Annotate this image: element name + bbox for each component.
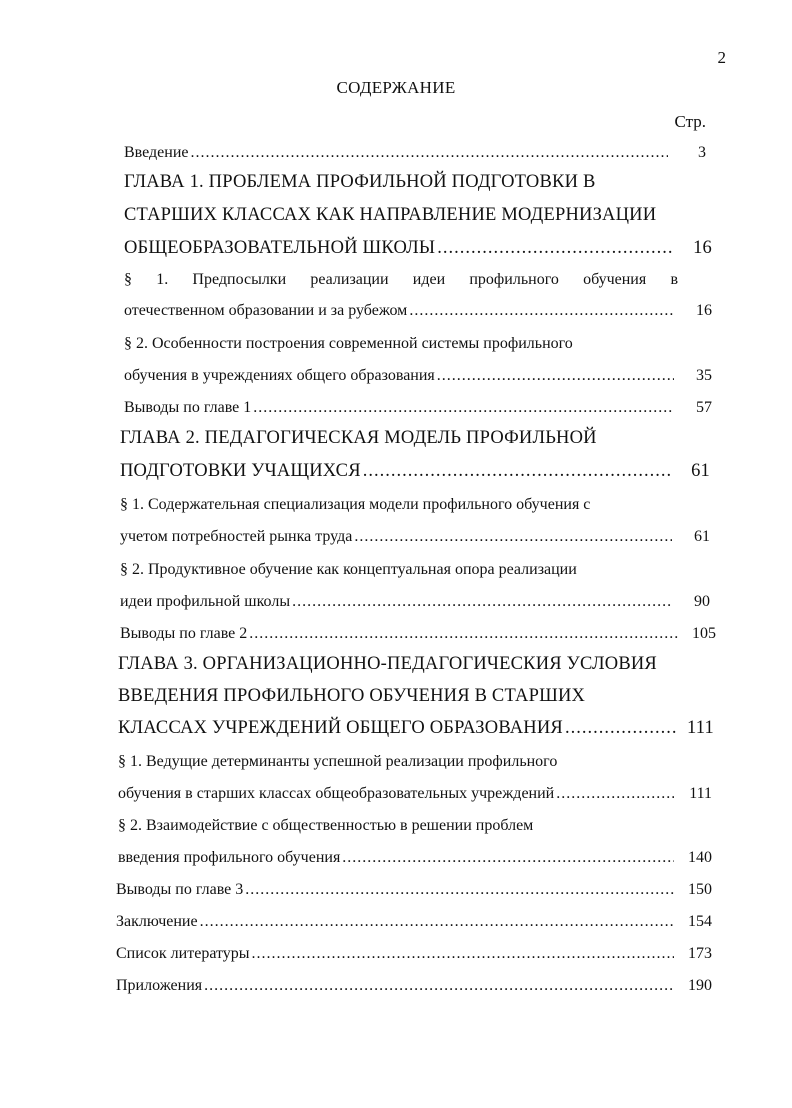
toc-entry-text: ОБЩЕОБРАЗОВАТЕЛЬНОЙ ШКОЛЫ (124, 238, 436, 258)
toc-chapter-2-line-1[interactable]: ГЛАВА 2. ПЕДАГОГИЧЕСКАЯ МОДЕЛЬ ПРОФИЛЬНОЙ (120, 428, 597, 448)
leader-dots (292, 593, 672, 611)
toc-chapter-2[interactable] (120, 461, 710, 482)
leader-dots (437, 367, 674, 385)
toc-page-number: 61 (694, 528, 710, 545)
toc-conclusion-chapter-3[interactable] (116, 881, 712, 899)
leader-dots (191, 144, 669, 162)
toc-section-1-1[interactable] (124, 302, 712, 320)
toc-entry-references[interactable] (116, 945, 712, 963)
leader-dots (200, 913, 674, 931)
toc-section-2-1-line-1[interactable]: § 1. Содержательная специализация модели профильного обучения с (120, 496, 591, 513)
toc-page-number: 190 (688, 977, 712, 994)
leader-dots (363, 461, 672, 482)
leader-dots (556, 785, 674, 803)
leader-dots (565, 718, 676, 739)
toc-chapter-1-line-2[interactable]: СТАРШИХ КЛАССАХ КАК НАПРАВЛЕНИЕ МОДЕРНИЗАЦИИ (124, 205, 657, 225)
toc-entry-text: обучения в учреждениях общего образования (124, 367, 435, 384)
toc-chapter-3-line-2[interactable]: ВВЕДЕНИЯ ПРОФИЛЬНОГО ОБУЧЕНИЯ В СТАРШИХ (118, 686, 586, 706)
toc-section-1-1-line-1[interactable]: § 1. Предпосылки реализации идеи профильного обучения в (124, 271, 678, 288)
leader-dots (245, 881, 674, 899)
toc-entry-text: Введение (124, 144, 189, 161)
toc-entry-conclusion[interactable] (116, 913, 712, 931)
toc-page-number: 140 (688, 849, 712, 866)
toc-entry-text: Приложения (116, 977, 203, 994)
leader-dots (252, 945, 674, 963)
toc-entry-text: идеи профильной школы (120, 593, 291, 610)
toc-page-number: 16 (696, 302, 712, 319)
toc-chapter-3-line-1[interactable]: ГЛАВА 3. ОРГАНИЗАЦИОННО-ПЕДАГОГИЧЕСКИЯ УСЛОВИЯ (118, 654, 657, 674)
toc-chapter-1[interactable] (124, 238, 712, 259)
toc-entry-text: ПОДГОТОВКИ УЧАЩИХСЯ (120, 461, 361, 481)
toc-page-number: 111 (687, 718, 714, 738)
toc-section-1-2-line-1[interactable]: § 2. Особенности построения современной системы профильного (124, 335, 573, 352)
toc-entry-text: введения профильного обучения (118, 849, 341, 866)
toc-page-number: 173 (688, 945, 712, 962)
toc-entry-appendices[interactable] (116, 977, 712, 995)
toc-entry-text: обучения в старших классах общеобразовательных учреждений (118, 785, 555, 802)
toc-section-3-1-line-1[interactable]: § 1. Ведущие детерминанты успешной реализации профильного (118, 753, 558, 770)
toc-page-number: 3 (698, 144, 706, 161)
leader-dots (204, 977, 674, 995)
toc-entry-text: КЛАССАХ УЧРЕЖДЕНИЙ ОБЩЕГО ОБРАЗОВАНИЯ (118, 718, 563, 738)
toc-chapter-1-line-1[interactable]: ГЛАВА 1. ПРОБЛЕМА ПРОФИЛЬНОЙ ПОДГОТОВКИ В (124, 172, 596, 192)
toc-page-number: 154 (688, 913, 712, 930)
leader-dots (249, 625, 678, 643)
toc-section-2-2[interactable] (120, 593, 710, 611)
toc-section-3-2[interactable] (118, 849, 712, 867)
toc-entry-text: Выводы по главе 1 (124, 399, 252, 416)
toc-entry-text: Выводы по главе 3 (116, 881, 244, 898)
toc-page-number: 61 (691, 461, 710, 481)
toc-section-2-2-line-1[interactable]: § 2. Продуктивное обучение как концептуальная опора реализации (120, 561, 577, 578)
toc-conclusion-chapter-2[interactable] (120, 625, 716, 643)
toc-entry-text: Выводы по главе 2 (120, 625, 248, 642)
toc-entry-text: Заключение (116, 913, 198, 930)
page-number: 2 (717, 48, 726, 67)
toc-section-1-2[interactable] (124, 367, 712, 385)
toc-page-number: 111 (689, 785, 712, 802)
leader-dots (253, 399, 674, 417)
toc-page-number: 90 (694, 593, 710, 610)
toc-section-3-1[interactable] (118, 785, 712, 803)
toc-conclusion-chapter-1[interactable] (124, 399, 712, 417)
leader-dots (354, 528, 672, 546)
toc-chapter-3[interactable] (118, 718, 714, 739)
toc-page-number: 57 (696, 399, 712, 416)
toc-page-number: 16 (693, 238, 712, 258)
page-column-label: Стр. (674, 112, 706, 131)
toc-entry-text: отечественном образовании и за рубежом (124, 302, 408, 319)
toc-section-3-2-line-1[interactable]: § 2. Взаимодействие с общественностью в решении проблем (118, 817, 534, 834)
toc-section-2-1[interactable] (120, 528, 710, 546)
leader-dots (437, 238, 674, 259)
toc-page-number: 35 (696, 367, 712, 384)
toc-entry-text: учетом потребностей рынка труда (120, 528, 353, 545)
page-title: СОДЕРЖАНИЕ (336, 78, 456, 97)
toc-page-number: 105 (692, 625, 716, 642)
leader-dots (409, 302, 674, 320)
toc-entry-text: Список литературы (116, 945, 250, 962)
toc-page-number: 150 (688, 881, 712, 898)
leader-dots (342, 849, 674, 867)
toc-entry-intro[interactable] (124, 144, 706, 162)
